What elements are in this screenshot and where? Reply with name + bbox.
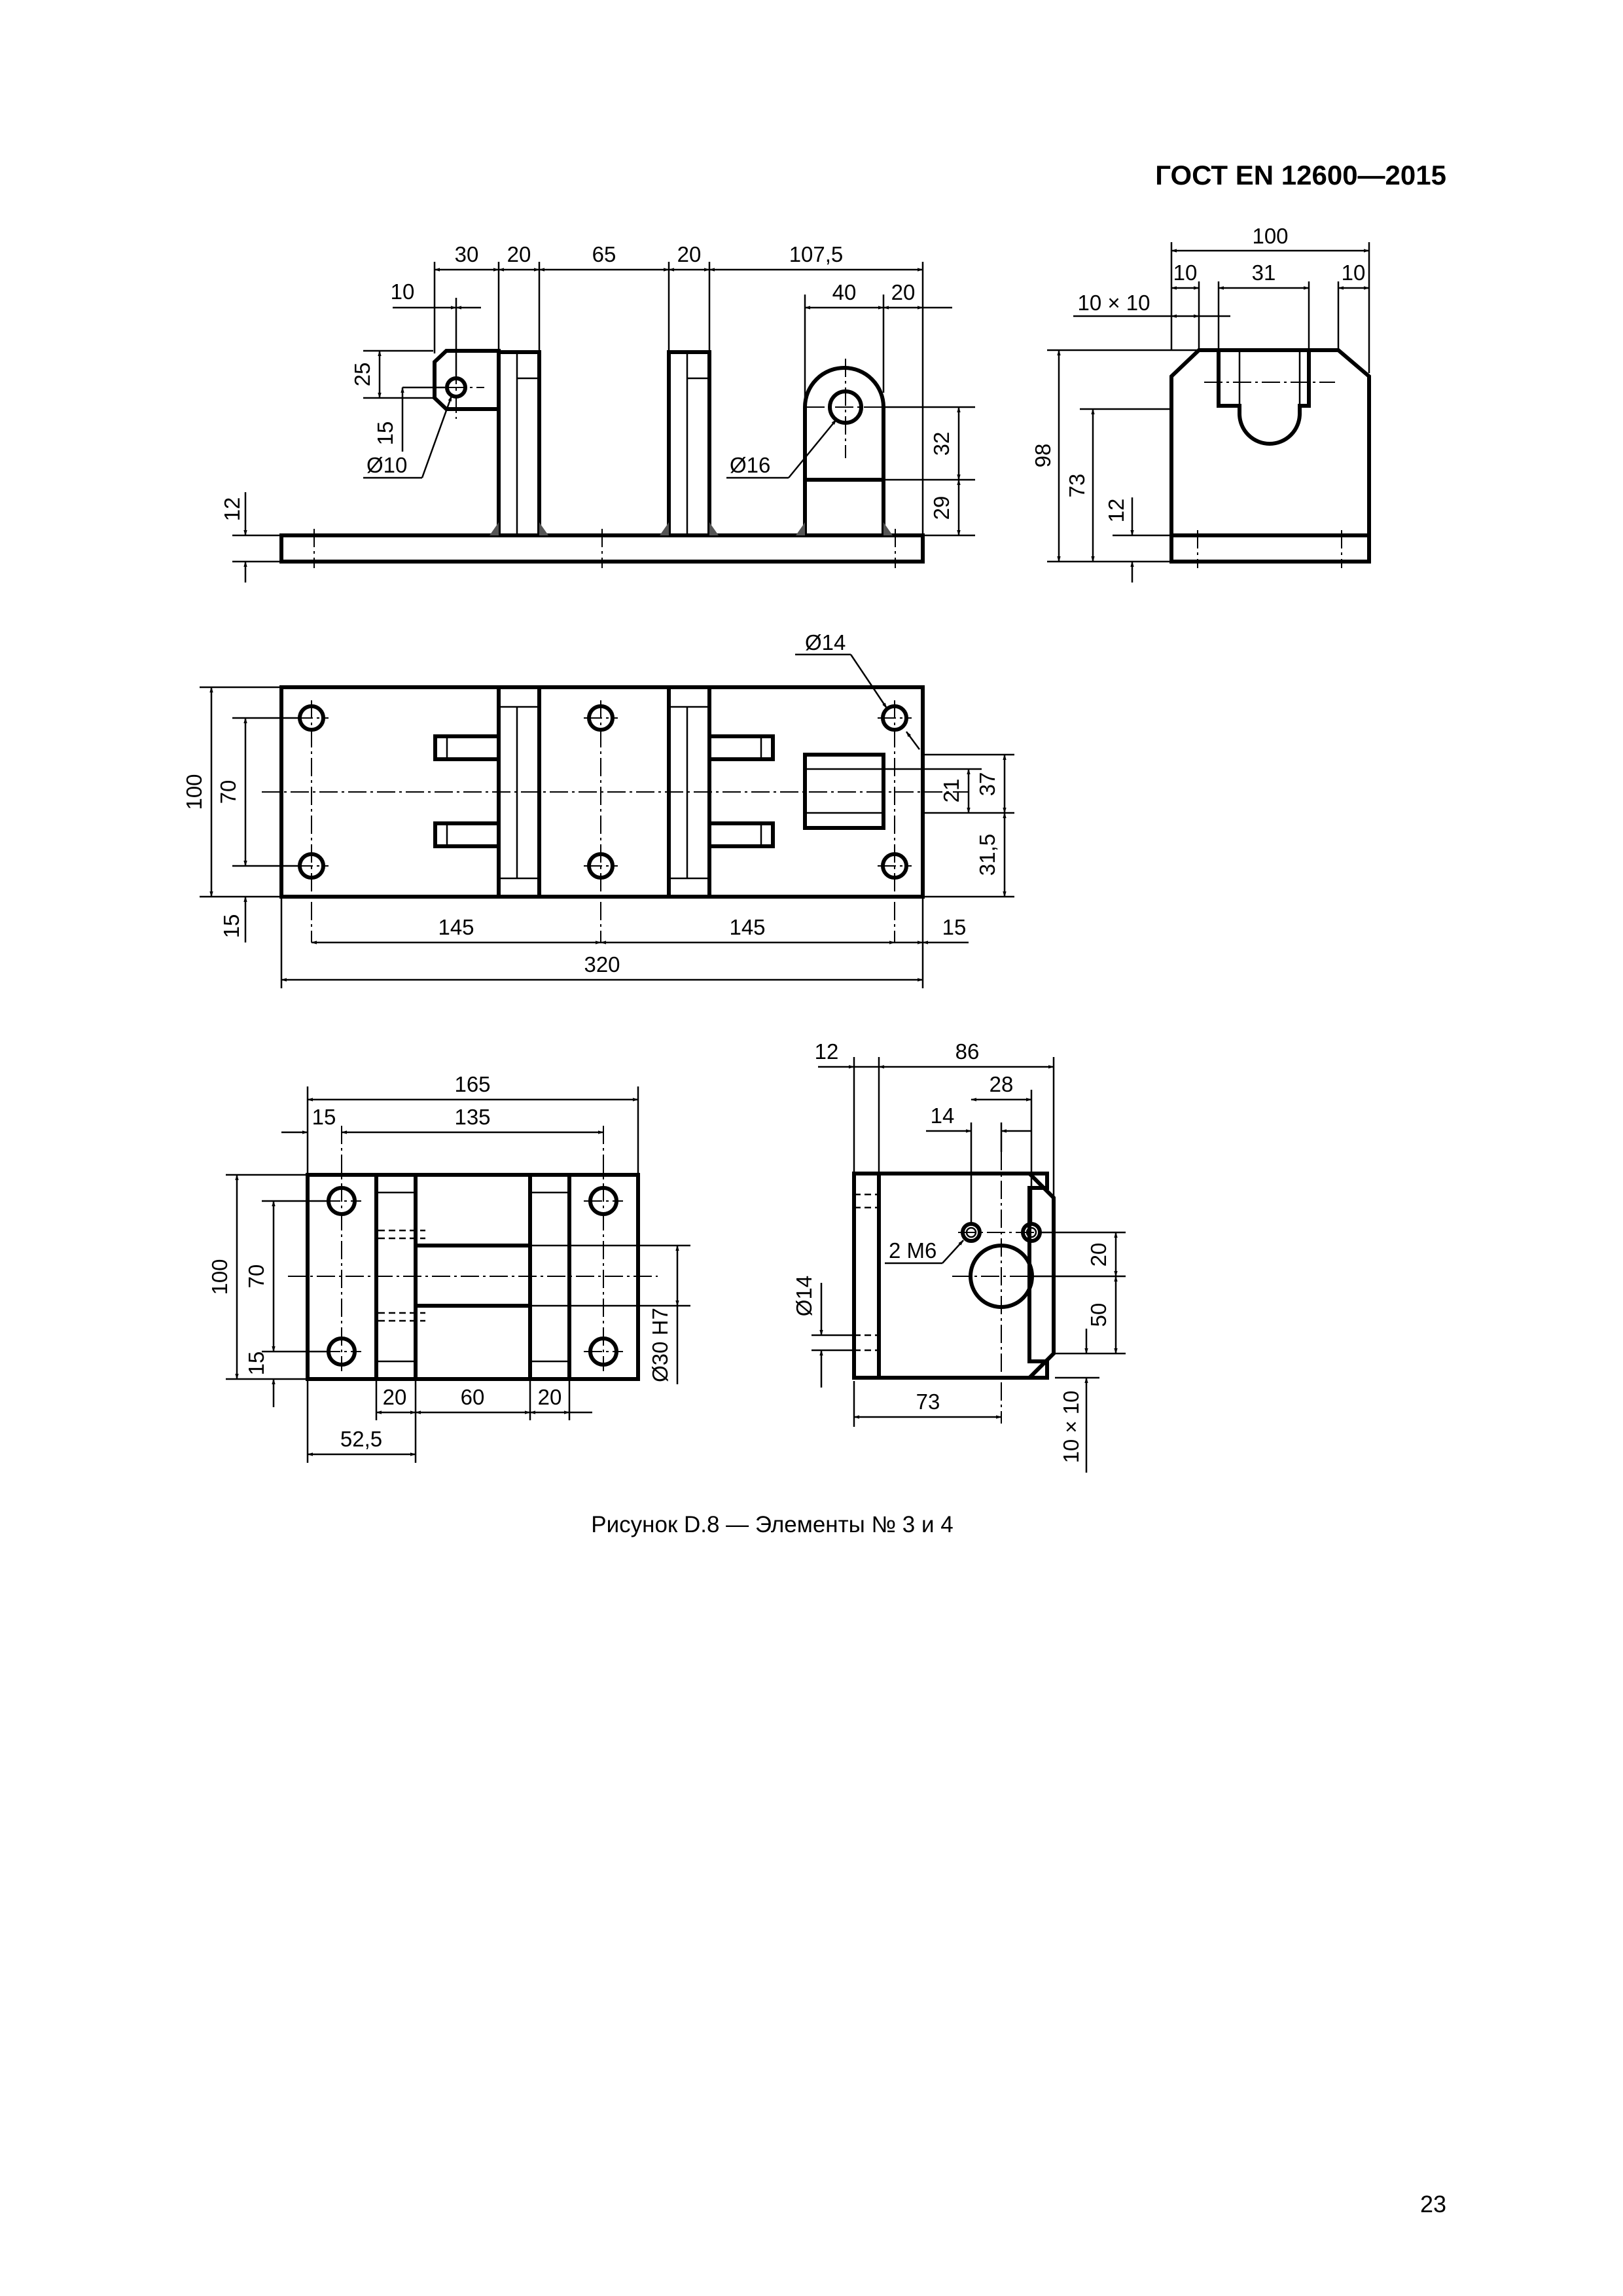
dim-e4-10x10: 10 × 10	[1059, 1390, 1083, 1463]
front-view	[220, 242, 975, 583]
dim-e3-165: 165	[454, 1072, 491, 1096]
dim-front-10: 10	[390, 279, 415, 304]
element-3-bolt-holes	[322, 1126, 623, 1371]
dim-plan-d14: Ø14	[805, 630, 846, 655]
dim-front-25: 25	[350, 362, 374, 387]
dim-plan-15b: 15	[942, 915, 967, 939]
dim-front-20b: 20	[677, 242, 702, 266]
dim-e3-100: 100	[207, 1259, 232, 1295]
dim-front-107-5: 107,5	[789, 242, 844, 266]
dim-plan-320: 320	[584, 952, 620, 977]
dim-e4-2m6: 2 M6	[889, 1238, 937, 1263]
dim-e4-73: 73	[916, 1390, 940, 1414]
page-number: 23	[1419, 2191, 1446, 2217]
plan-bolt-holes	[294, 700, 912, 942]
dim-plan-15a: 15	[219, 914, 243, 939]
element-3-view	[207, 1072, 690, 1463]
dim-plan-31-5: 31,5	[975, 833, 999, 876]
dim-side-100: 100	[1252, 224, 1289, 248]
dim-e3-15: 15	[312, 1105, 336, 1129]
dim-side-10x10: 10 × 10	[1077, 291, 1150, 315]
dim-side-10b: 10	[1341, 260, 1366, 285]
dim-front-d16: Ø16	[730, 453, 771, 477]
dim-plan-70: 70	[216, 780, 240, 804]
dim-e3-d30h7: Ø30 H7	[648, 1308, 672, 1382]
dim-front-29: 29	[929, 495, 954, 520]
dim-front-d10: Ø10	[366, 453, 408, 477]
lug-left	[435, 351, 499, 409]
element-4-view	[792, 1039, 1126, 1473]
dim-plan-145b: 145	[729, 915, 766, 939]
dim-e4-86: 86	[955, 1039, 980, 1064]
dim-front-40: 40	[832, 280, 857, 304]
dim-e4-28: 28	[989, 1072, 1014, 1096]
dim-e4-12: 12	[814, 1039, 839, 1064]
plan-view	[182, 630, 1014, 988]
dim-side-10a: 10	[1173, 260, 1198, 285]
dim-e4-20: 20	[1086, 1242, 1111, 1267]
figure-caption: Рисунок D.8 — Элементы № 3 и 4	[591, 1512, 954, 1537]
dim-front-30: 30	[454, 242, 479, 266]
dim-front-15: 15	[373, 421, 397, 446]
dim-e3-60: 60	[460, 1385, 485, 1409]
dim-plan-21: 21	[939, 778, 963, 803]
dim-e4-14: 14	[930, 1103, 955, 1128]
side-view	[1031, 224, 1369, 583]
dim-front-12: 12	[220, 497, 244, 522]
standard-header: ГОСТ EN 12600—2015	[1155, 160, 1446, 190]
dim-side-12: 12	[1104, 498, 1128, 523]
dim-plan-100: 100	[182, 774, 206, 810]
dim-front-20a: 20	[507, 242, 531, 266]
dim-front-20c: 20	[891, 280, 916, 304]
dim-plan-37: 37	[975, 772, 999, 797]
upright-plate-right	[669, 352, 709, 535]
dim-side-31: 31	[1251, 260, 1276, 285]
dim-e3-20a: 20	[382, 1385, 407, 1409]
dim-side-98: 98	[1031, 443, 1055, 468]
dim-front-32: 32	[929, 431, 954, 456]
dim-plan-145a: 145	[438, 915, 474, 939]
dim-e4-50: 50	[1086, 1302, 1111, 1327]
dim-e3-20b: 20	[537, 1385, 562, 1409]
dim-side-73: 73	[1065, 473, 1089, 498]
dim-e3-52-5: 52,5	[340, 1427, 383, 1451]
upright-plate-left	[499, 352, 539, 535]
dim-front-65: 65	[592, 242, 616, 266]
dim-e3-15b: 15	[244, 1351, 268, 1376]
side-slot	[1219, 350, 1309, 444]
dim-e3-70: 70	[244, 1264, 268, 1289]
dim-e3-135: 135	[454, 1105, 491, 1129]
dim-e4-d14: Ø14	[792, 1275, 816, 1317]
